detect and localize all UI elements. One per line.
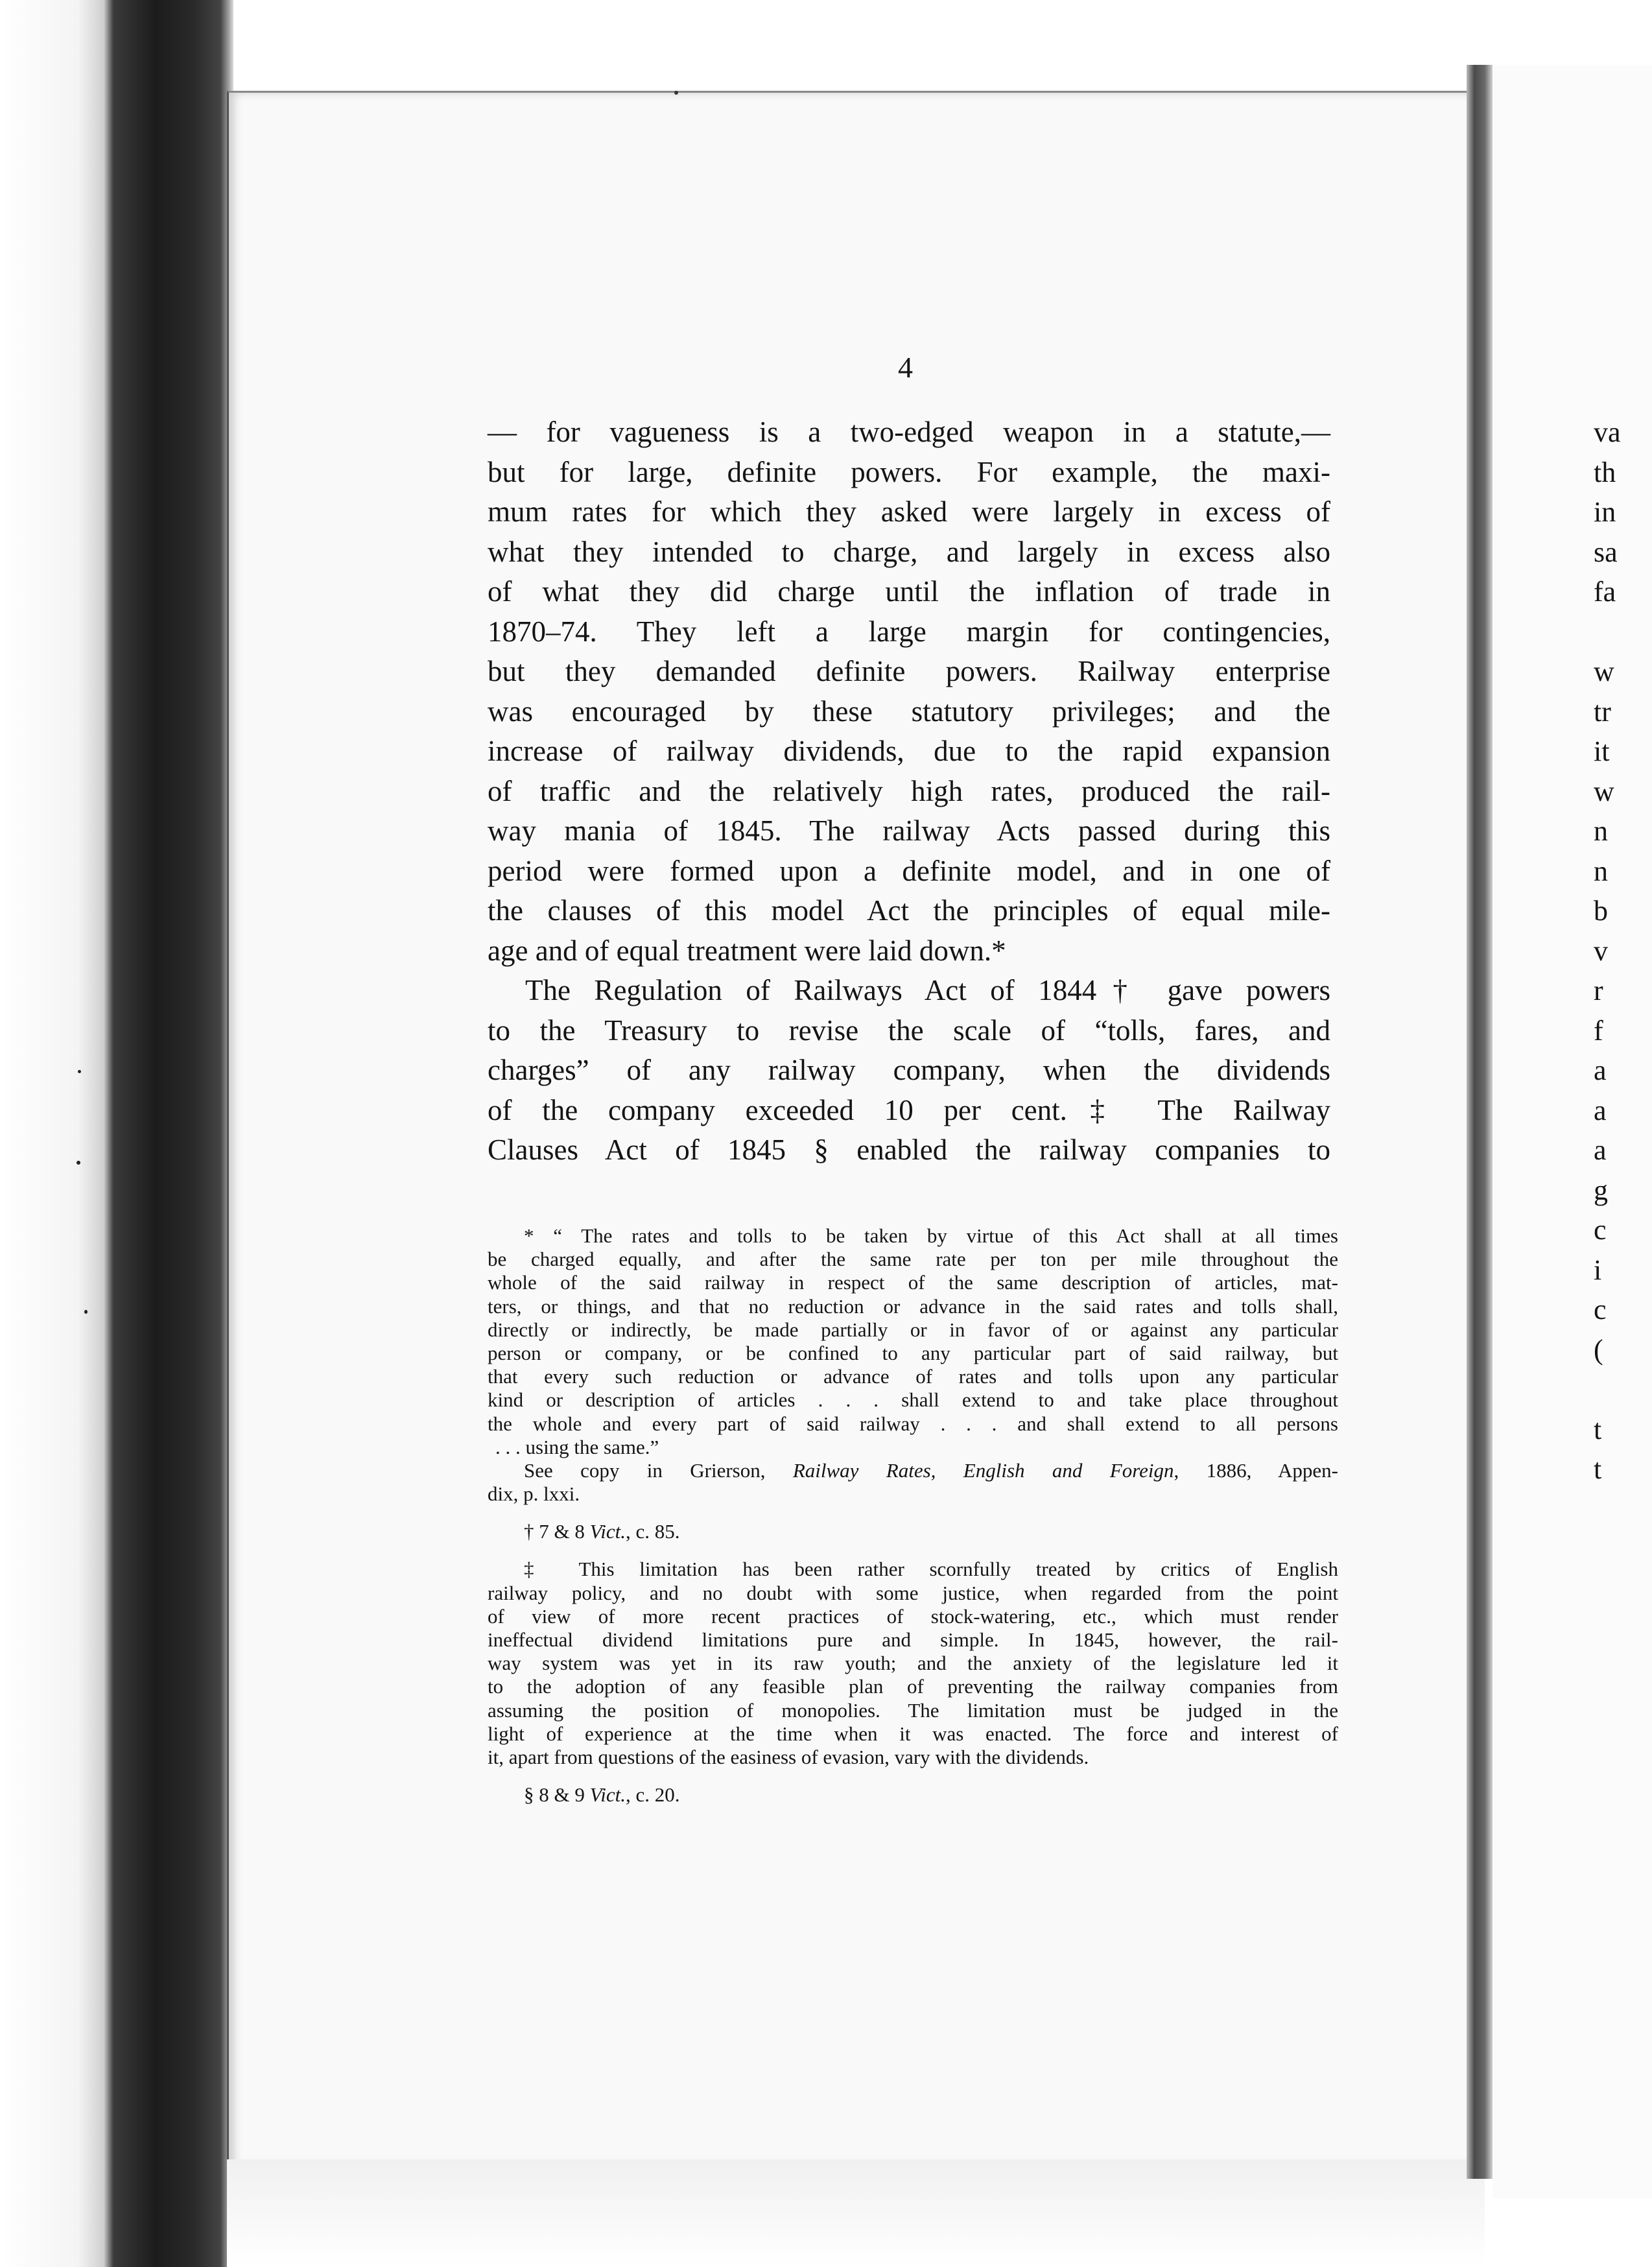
- body-line: to the Treasury to revise the scale of “tolls, fares, and: [488, 1014, 1330, 1047]
- dagger-vict: Vict.: [589, 1520, 626, 1543]
- footnote-line: person or company, or be confined to any particular part of said railway, but: [488, 1341, 1338, 1364]
- facing-page-fragment: fa: [1594, 576, 1616, 608]
- body-line: period were formed upon a definite model, and in one of: [488, 854, 1330, 887]
- facing-page-fragment: b: [1594, 895, 1608, 927]
- scan-speck: [78, 1070, 81, 1073]
- body-line: of what they did charge until the inflation of trade in: [488, 575, 1330, 608]
- body-line: the clauses of this model Act the principles of equal mile-: [488, 894, 1330, 927]
- facing-page-fragment: t: [1594, 1413, 1602, 1445]
- section-prefix: § 8 & 9: [524, 1783, 590, 1807]
- footnote-line: assuming the position of monopolies. The limitation must be judged in the: [488, 1698, 1338, 1722]
- footnote-line: ineffectual dividend limitations pure and simple. In 1845, however, the rail-: [488, 1628, 1338, 1651]
- facing-page-fragment: va: [1594, 416, 1621, 448]
- facing-page: [1493, 65, 1652, 2198]
- facing-page-fragment: a: [1594, 1054, 1607, 1086]
- footnotes: [488, 1224, 1338, 1807]
- facing-page-fragment: g: [1594, 1174, 1608, 1206]
- body-text: [488, 412, 1330, 1170]
- body-line: age and of equal treatment were laid down.*: [488, 934, 1006, 967]
- facing-page-fragment: th: [1594, 456, 1616, 488]
- body-line: mum rates for which they asked were largely in excess of: [488, 495, 1330, 528]
- scan-speck: [77, 1161, 80, 1165]
- footnote-line: it, apart from questions of the easiness of evasion, vary with the dividends.: [488, 1745, 1089, 1768]
- footnote-line: . . . using the same.”: [495, 1435, 659, 1458]
- page-edge: [227, 2159, 1485, 2267]
- footnote-line: kind or description of articles . . . shall extend to and take place throughout: [488, 1388, 1338, 1412]
- facing-page-fragment: i: [1594, 1253, 1602, 1286]
- facing-page-fragment: f: [1594, 1014, 1603, 1047]
- facing-page-fragment: c: [1594, 1294, 1607, 1325]
- facing-page-fragment: sa: [1594, 536, 1618, 568]
- footnote-line: to the adoption of any feasible plan of preventing the railway companies from: [488, 1675, 1338, 1698]
- footnote-spacer: [488, 1543, 1338, 1558]
- body-line: 1870–74. They left a large margin for contingencies,: [488, 615, 1330, 648]
- body-line: what they intended to charge, and largely in excess also: [488, 535, 1330, 568]
- footnote-spacer: [488, 1506, 1338, 1520]
- body-line: Clauses Act of 1845 § enabled the railway companies to: [488, 1134, 1330, 1166]
- facing-page-fragment: w: [1594, 656, 1614, 687]
- footnote-line: whole of the said railway in respect of the same description of articles, mat-: [488, 1271, 1338, 1294]
- source-prefix: See copy in Grierson,: [524, 1458, 793, 1482]
- body-line: of traffic and the relatively high rates, produced the rail-: [488, 774, 1330, 807]
- footnote-line: the whole and every part of said railway . . . and shall extend to all persons: [488, 1412, 1338, 1435]
- body-line: was encouraged by these statutory privileges; and the: [488, 694, 1330, 728]
- footnote-source: [488, 1459, 1338, 1482]
- facing-page-fragment: tr: [1594, 695, 1611, 728]
- body-line: The Regulation of Railways Act of 1844† gave powers: [525, 974, 1330, 1006]
- footnote-line: of view of more recent practices of stock-watering, etc., which must render: [488, 1604, 1338, 1628]
- facing-page-fragment: w: [1594, 775, 1614, 807]
- footnote-line: be charged equally, and after the same rate per ton per mile throughout the: [488, 1248, 1338, 1271]
- footnote-line: * “ The rates and tolls to be taken by virtue of this Act shall at all times: [524, 1224, 1338, 1247]
- facing-page-fragment: v: [1594, 934, 1608, 967]
- scan-speck: [84, 1310, 88, 1314]
- footnote-source-line2: dix, p. lxxi.: [488, 1482, 580, 1506]
- footnote-line: that every such reduction or advance of rates and tolls upon any particular: [488, 1365, 1338, 1388]
- page-number: 4: [898, 351, 913, 384]
- body-line: but they demanded definite powers. Railway enterprise: [488, 655, 1330, 687]
- body-line: — for vagueness is a two-edged weapon in a statute,—: [488, 416, 1330, 448]
- footnote-line: way system was yet in its raw youth; and the anxiety of the legislature led it: [488, 1652, 1338, 1675]
- facing-page-fragment: it: [1594, 735, 1610, 767]
- facing-page-fragment: in: [1594, 496, 1616, 528]
- dagger-prefix: † 7 & 8: [524, 1520, 590, 1543]
- facing-page-fragment: n: [1594, 855, 1608, 887]
- source-suffix: , 1886, Appen-: [1174, 1458, 1338, 1482]
- body-line: of the company exceeded 10 per cent.‡ The Railway: [488, 1093, 1330, 1126]
- facing-page-fragment: r: [1594, 975, 1603, 1006]
- footnote-dagger: [488, 1520, 1338, 1543]
- footnote-spacer: [488, 1769, 1338, 1783]
- footnote-line: light of experience at the time when it was enacted. The force and interest of: [488, 1722, 1338, 1745]
- scanner-border: [0, 0, 233, 2267]
- footnote-line: directly or indirectly, be made partially or in favor of or against any particular: [488, 1318, 1338, 1341]
- facing-page-fragment: (: [1594, 1333, 1603, 1366]
- body-line: but for large, definite powers. For example, the maxi-: [488, 455, 1330, 488]
- dagger-suffix: , c. 85.: [626, 1520, 680, 1543]
- body-line: way mania of 1845. The railway Acts passed during this: [488, 814, 1330, 847]
- scan-speck: [674, 91, 678, 95]
- source-title: Railway Rates, English and Foreign: [792, 1458, 1174, 1482]
- facing-page-fragment: a: [1594, 1094, 1607, 1126]
- section-suffix: , c. 20.: [626, 1783, 680, 1807]
- facing-page-fragment: c: [1594, 1214, 1607, 1246]
- footnote-line: ‡ This limitation has been rather scornfully treated by critics of English: [524, 1558, 1338, 1581]
- facing-page-fragment: n: [1594, 815, 1608, 847]
- footnote-line: railway policy, and no doubt with some justice, when regarded from the point: [488, 1581, 1338, 1604]
- facing-page-fragment: a: [1594, 1134, 1607, 1166]
- page-gutter: [1467, 65, 1493, 2179]
- section-vict: Vict.: [589, 1783, 626, 1807]
- body-line: increase of railway dividends, due to the rapid expansion: [488, 735, 1330, 767]
- footnote-section: [488, 1783, 1338, 1807]
- body-line: charges” of any railway company, when the dividends: [488, 1054, 1330, 1086]
- facing-page-fragment: t: [1594, 1453, 1602, 1485]
- footnote-line: ters, or things, and that no reduction or advance in the said rates and tolls shall,: [488, 1294, 1338, 1318]
